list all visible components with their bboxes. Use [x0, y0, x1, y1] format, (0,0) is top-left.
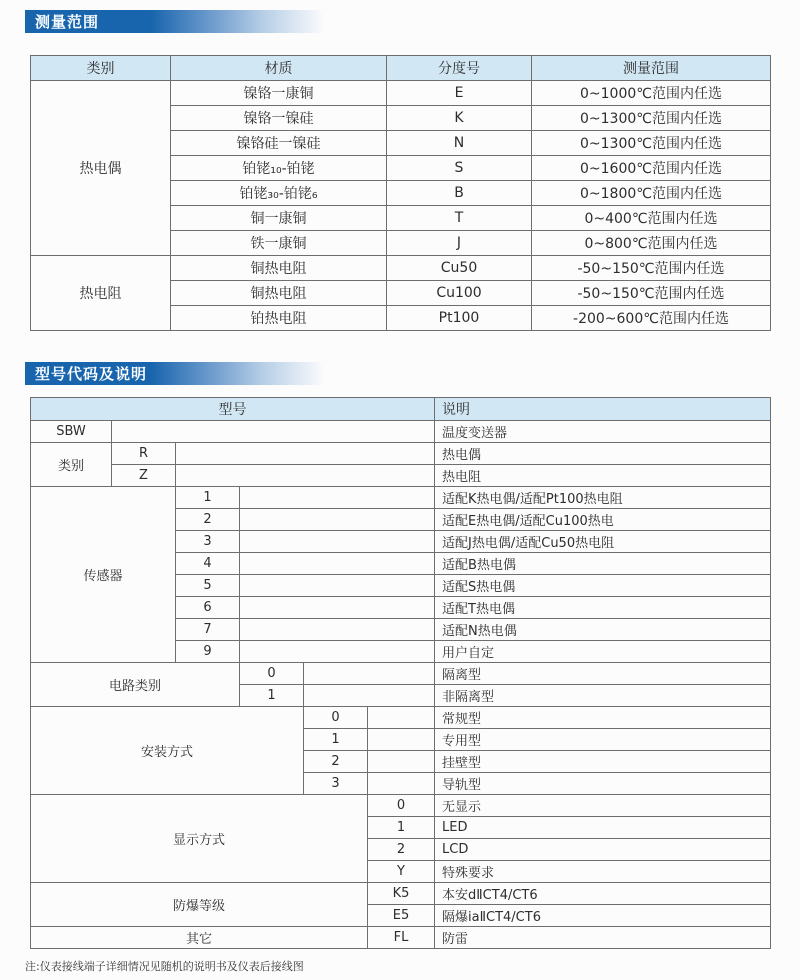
model-description-cell: 常规型	[435, 707, 771, 729]
range-cell: 0~1300℃范围内任选	[532, 106, 771, 131]
graduation-cell: J	[387, 231, 532, 256]
model-filler-cell	[240, 575, 435, 597]
model-description-cell: LED	[435, 817, 771, 839]
model-filler-cell	[176, 443, 435, 465]
model-filler-cell	[240, 641, 435, 663]
range-cell: 0~1800℃范围内任选	[532, 181, 771, 206]
graduation-cell: Pt100	[387, 306, 532, 331]
model-code-cell: R	[112, 443, 176, 465]
model-description-cell: LCD	[435, 839, 771, 861]
header-graduation: 分度号	[387, 56, 532, 81]
graduation-cell: S	[387, 156, 532, 181]
model-description-cell: 挂壁型	[435, 751, 771, 773]
measure-range-row	[31, 256, 771, 281]
model-group-label: 传感器	[31, 487, 176, 663]
graduation-cell: N	[387, 131, 532, 156]
graduation-cell: B	[387, 181, 532, 206]
category-cell: 热电偶	[31, 81, 171, 256]
range-cell: 0~1000℃范围内任选	[532, 81, 771, 106]
model-code-cell: 4	[176, 553, 240, 575]
model-filler-cell	[176, 465, 435, 487]
model-code-cell: Z	[112, 465, 176, 487]
model-filler-cell	[304, 663, 435, 685]
model-description-cell: 适配N热电偶	[435, 619, 771, 641]
section-title-measure-range	[25, 10, 325, 33]
model-filler-cell	[304, 685, 435, 707]
model-filler-cell	[368, 751, 435, 773]
model-code-row	[31, 421, 771, 443]
model-description-cell: 适配B热电偶	[435, 553, 771, 575]
model-code-row	[31, 663, 771, 685]
model-code-cell: 9	[176, 641, 240, 663]
model-code-cell: 5	[176, 575, 240, 597]
model-description-cell: 专用型	[435, 729, 771, 751]
model-description-cell: 适配T热电偶	[435, 597, 771, 619]
model-description-cell: 导轨型	[435, 773, 771, 795]
model-description-cell: 本安dⅡCT4/CT6	[435, 883, 771, 905]
range-cell: -200~600℃范围内任选	[532, 306, 771, 331]
model-filler-cell	[368, 773, 435, 795]
measure-range-header-row	[31, 56, 771, 81]
graduation-cell: E	[387, 81, 532, 106]
material-cell: 铜一康铜	[171, 206, 387, 231]
material-cell: 铁一康铜	[171, 231, 387, 256]
model-code-row	[31, 795, 771, 817]
model-code-cell: FL	[368, 927, 435, 949]
model-group-label: 类别	[31, 443, 112, 487]
graduation-cell: Cu100	[387, 281, 532, 306]
model-filler-cell	[240, 509, 435, 531]
material-cell: 铜热电阻	[171, 256, 387, 281]
material-cell: 铂热电阻	[171, 306, 387, 331]
model-code-cell: 1	[368, 817, 435, 839]
model-filler-cell	[240, 487, 435, 509]
model-description-cell: 适配J热电偶/适配Cu50热电阻	[435, 531, 771, 553]
model-description-cell: 特殊要求	[435, 861, 771, 883]
model-code-row	[31, 465, 771, 487]
model-code-header-row	[31, 398, 771, 421]
header-range: 测量范围	[532, 56, 771, 81]
section-title-measure-range-text: 测量范围	[35, 13, 100, 31]
model-description-cell: 隔离型	[435, 663, 771, 685]
model-description-cell: 热电阻	[435, 465, 771, 487]
model-code-row	[31, 443, 771, 465]
model-group-label: SBW	[31, 421, 112, 443]
model-group-label: 其它	[31, 927, 368, 949]
model-description-cell: 非隔离型	[435, 685, 771, 707]
measure-range-table	[30, 55, 771, 331]
model-description-cell: 适配K热电偶/适配Pt100热电阻	[435, 487, 771, 509]
model-code-cell: 0	[304, 707, 368, 729]
model-description-cell: 用户自定	[435, 641, 771, 663]
model-code-row	[31, 927, 771, 949]
material-cell: 铂铑₁₀-铂铑	[171, 156, 387, 181]
section-title-model-code-text: 型号代码及说明	[35, 365, 148, 383]
model-code-cell: 6	[176, 597, 240, 619]
material-cell: 镍铬一镍硅	[171, 106, 387, 131]
model-filler-cell	[240, 553, 435, 575]
model-code-cell: 3	[304, 773, 368, 795]
range-cell: 0~1600℃范围内任选	[532, 156, 771, 181]
model-description-cell: 适配E热电偶/适配Cu100热电	[435, 509, 771, 531]
range-cell: 0~400℃范围内任选	[532, 206, 771, 231]
model-code-cell: 3	[176, 531, 240, 553]
model-filler-cell	[112, 421, 435, 443]
model-code-cell: 0	[368, 795, 435, 817]
graduation-cell: T	[387, 206, 532, 231]
category-cell: 热电阻	[31, 256, 171, 331]
header-category: 类别	[31, 56, 171, 81]
model-code-cell: Y	[368, 861, 435, 883]
model-code-row	[31, 883, 771, 905]
range-cell: 0~1300℃范围内任选	[532, 131, 771, 156]
model-code-table	[30, 397, 771, 949]
range-cell: 0~800℃范围内任选	[532, 231, 771, 256]
range-cell: -50~150℃范围内任选	[532, 281, 771, 306]
model-description-cell: 无显示	[435, 795, 771, 817]
graduation-cell: K	[387, 106, 532, 131]
section-title-model-code	[25, 362, 325, 385]
measure-range-row	[31, 81, 771, 106]
material-cell: 镍铬硅一镍硅	[171, 131, 387, 156]
model-group-label: 电路类别	[31, 663, 240, 707]
model-code-cell: E5	[368, 905, 435, 927]
model-description-cell: 隔爆iaⅡCT4/CT6	[435, 905, 771, 927]
header-model: 型号	[31, 398, 435, 421]
material-cell: 铜热电阻	[171, 281, 387, 306]
model-code-cell: 1	[176, 487, 240, 509]
model-description-cell: 热电偶	[435, 443, 771, 465]
range-cell: -50~150℃范围内任选	[532, 256, 771, 281]
model-code-cell: 2	[176, 509, 240, 531]
model-code-row	[31, 487, 771, 509]
model-description-cell: 防雷	[435, 927, 771, 949]
model-filler-cell	[240, 531, 435, 553]
header-material: 材质	[171, 56, 387, 81]
model-code-cell: 7	[176, 619, 240, 641]
model-code-cell: 2	[304, 751, 368, 773]
model-code-cell: 1	[240, 685, 304, 707]
header-description: 说明	[435, 398, 771, 421]
model-code-row	[31, 707, 771, 729]
model-filler-cell	[240, 619, 435, 641]
model-code-cell: 1	[304, 729, 368, 751]
model-group-label: 防爆等级	[31, 883, 368, 927]
model-group-label: 显示方式	[31, 795, 368, 883]
material-cell: 铂铑₃₀-铂铑₆	[171, 181, 387, 206]
model-group-label: 安装方式	[31, 707, 304, 795]
model-code-cell: 2	[368, 839, 435, 861]
model-filler-cell	[240, 597, 435, 619]
model-description-cell: 适配S热电偶	[435, 575, 771, 597]
model-code-cell: K5	[368, 883, 435, 905]
model-code-cell: 0	[240, 663, 304, 685]
model-filler-cell	[368, 707, 435, 729]
model-filler-cell	[368, 729, 435, 751]
graduation-cell: Cu50	[387, 256, 532, 281]
material-cell: 镍铬一康铜	[171, 81, 387, 106]
footnote: 注:仪表接线端子详细情况见随机的说明书及仪表后接线图	[25, 960, 304, 973]
model-description-cell: 温度变送器	[435, 421, 771, 443]
